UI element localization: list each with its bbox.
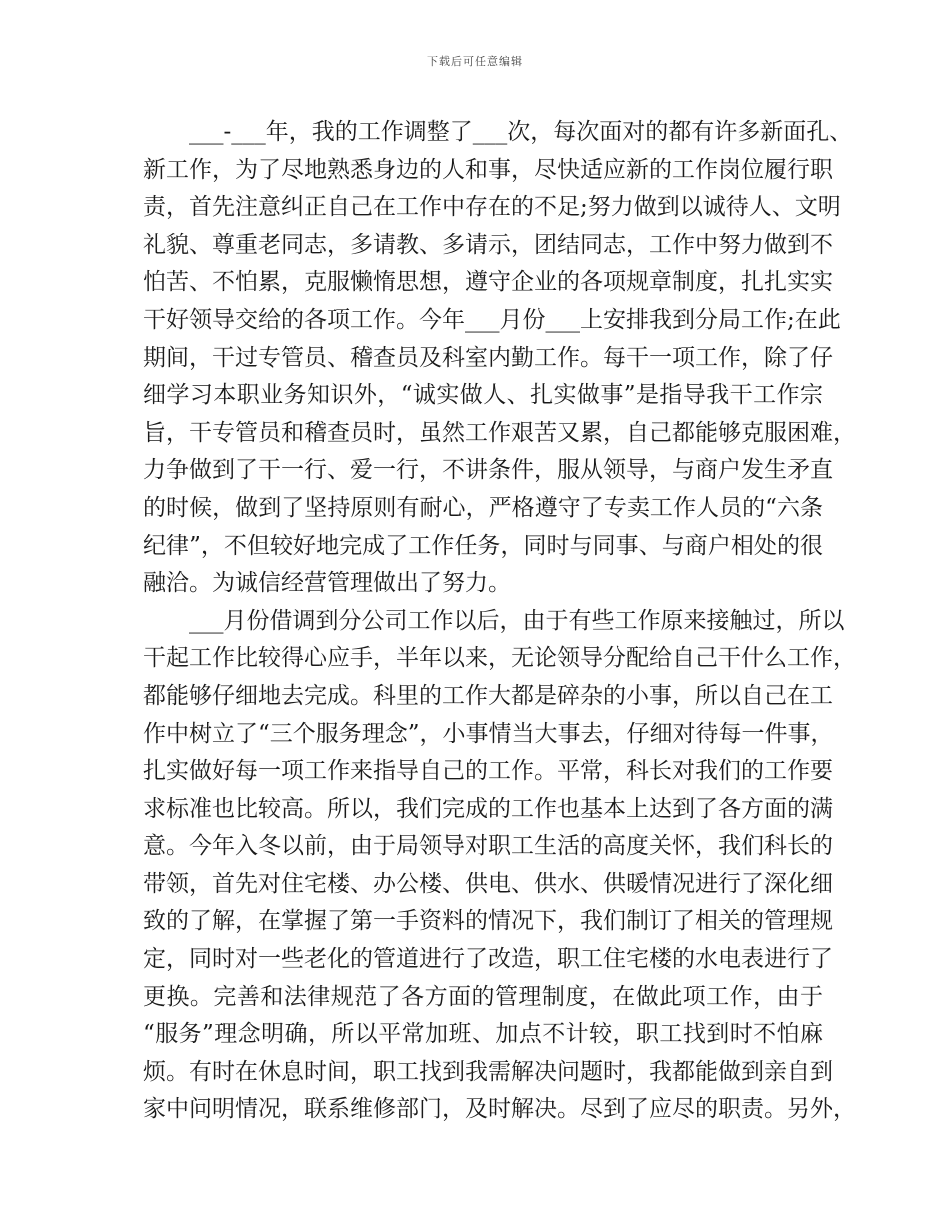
text-line: “服务”理念明确，所以平常加班、加点不计较，职工找到时不怕麻 [143, 1021, 823, 1048]
text-line: 的时候，做到了坚持原则有耐心，严格遵守了专卖工作人员的“六条 [143, 494, 823, 521]
text-line: 定，同时对一些老化的管道进行了改造，职工住宅楼的水电表进行了 [143, 946, 833, 973]
paragraph-2 [143, 603, 856, 1129]
text-line: 融洽。为诚信经营管理做出了努力。 [143, 570, 511, 597]
text-line: 都能够仔细地去完成。科里的工作大都是碎杂的小事，所以自己在工 [143, 682, 833, 709]
text-line: 干起工作比较得心应手，半年以来，无论领导分配给自己干什么工作， [143, 645, 856, 672]
page-header: 下载后可任意编辑 [427, 55, 523, 68]
text-line: 力争做到了干一行、爱一行，不讲条件，服从领导，与商户发生矛直 [143, 457, 833, 484]
text-line: 新工作，为了尽地熟悉身边的人和事，尽快适应新的工作岗位履行职 [143, 156, 833, 183]
text-line: 意。今年入冬以前，由于局领导对职工生活的高度关怀，我们科长的 [143, 833, 833, 860]
text-line: 作中树立了“三个服务理念”，小事情当大事去，仔细对待每一件事， [143, 720, 834, 747]
text-line: 纪律”，不但较好地完成了工作任务，同时与同事、与商户相处的很 [143, 532, 823, 559]
text-line: 怕苦、不怕累，克服懒惰思想，遵守企业的各项规章制度，扎扎实实 [143, 269, 833, 296]
text-line: ___月份借调到分公司工作以后，由于有些工作原来接触过，所以 [143, 607, 845, 634]
text-line: 旨，干专管员和稽查员时，虽然工作艰苦又累，自己都能够克服困难， [143, 419, 856, 446]
text-line: 烦。有时在休息时间，职工找到我需解决问题时，我都能做到亲自到 [143, 1058, 833, 1085]
text-line: 求标准也比较高。所以，我们完成的工作也基本上达到了各方面的满 [143, 795, 833, 822]
text-line: 礼貌、尊重老同志，多请教、多请示，团结同志，工作中努力做到不 [143, 231, 833, 258]
text-line: 细学习本职业务知识外，“诚实做人、扎实做事”是指导我干工作宗 [143, 382, 823, 409]
text-line: 家中问明情况，联系维修部门，及时解决。尽到了应尽的职责。另外， [143, 1096, 856, 1123]
text-line: 扎实做好每一项工作来指导自己的工作。平常，科长对我们的工作要 [143, 758, 833, 785]
text-line: 责，首先注意纠正自己在工作中存在的不足;努力做到以诚待人、文明 [143, 194, 841, 221]
text-line: 更换。完善和法律规范了各方面的管理制度，在做此项工作，由于 [143, 983, 823, 1010]
text-line: 期间，干过专管员、稽查员及科室内勤工作。每干一项工作，除了仔 [143, 344, 833, 371]
paragraph-1 [143, 114, 856, 603]
text-line: ___-___年，我的工作调整了___次，每次面对的都有许多新面孔、 [143, 119, 853, 145]
text-line: 致的了解，在掌握了第一手资料的情况下，我们制订了相关的管理规 [143, 908, 833, 935]
text-line: 干好领导交给的各项工作。今年___月份___上安排我到分局工作;在此 [143, 306, 841, 333]
text-line: 带领，首先对住宅楼、办公楼、供电、供水、供暖情况进行了深化细 [143, 870, 833, 897]
document-body [143, 114, 856, 1129]
